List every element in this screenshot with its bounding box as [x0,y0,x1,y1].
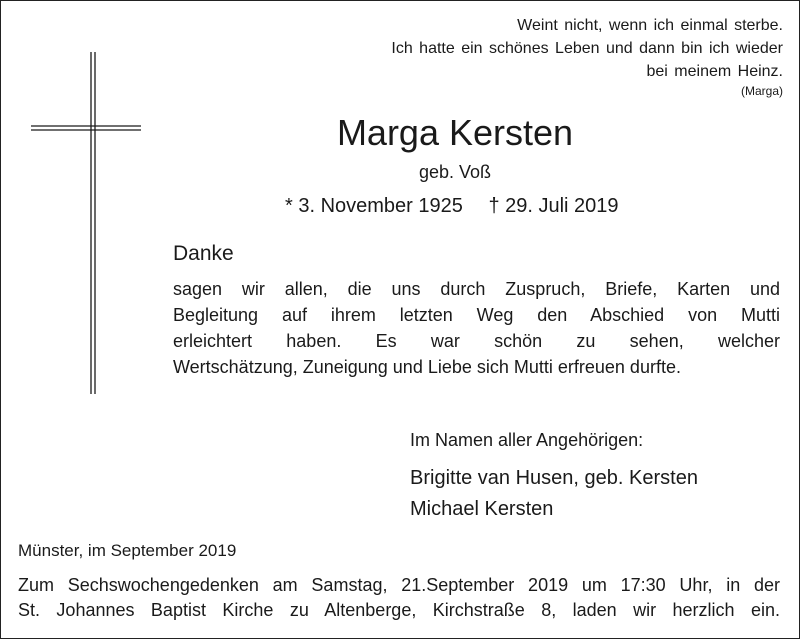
thanks-heading: Danke [173,242,234,265]
quote-line: Weint nicht, wenn ich einmal sterbe. [517,17,783,34]
place-date: Münster, im September 2019 [18,541,237,560]
footer-line: St. Johannes Baptist Kirche zu Altenberge, Kirchstraße 8, laden wir herzlich ein. [18,600,780,620]
thanks-line: Begleitung auf ihrem letzten Weg den Abschied von Mutti [173,305,780,325]
quote-line: bei meinem Heinz. [646,63,783,80]
signatories-intro: Im Namen aller Angehörigen: [410,430,644,450]
signatories [410,430,698,525]
footer-line: Zum Sechswochengedenken am Samstag, 21.September 2019 um 17:30 Uhr, in der [18,575,780,595]
birth-date: * 3. November 1925 [285,195,463,217]
signatory-name: Brigitte van Husen, geb. Kersten [410,467,698,489]
deceased-name: Marga Kersten [336,112,574,153]
signatory-name: Michael Kersten [410,498,554,520]
death-date: † 29. Juli 2019 [488,195,619,217]
life-dates [285,195,639,218]
thanks-line: sagen wir allen, die uns durch Zuspruch, Briefe, Karten und [173,279,780,299]
thanks-text [173,276,780,380]
born-name: geb. Voß [418,162,492,182]
quote-attribution: (Marga) [740,84,783,98]
cross-icon [30,50,142,396]
quote [391,14,783,99]
quote-line: Ich hatte ein schönes Leben und dann bin ich wieder [391,40,783,57]
thanks-line: Wertschätzung, Zuneigung und Liebe sich Mutti erfreuen durfte. [173,357,681,377]
thanks-line: erleichtert haben. Es war schön zu sehen, welcher [173,331,780,351]
memorial-service-note [18,573,780,623]
